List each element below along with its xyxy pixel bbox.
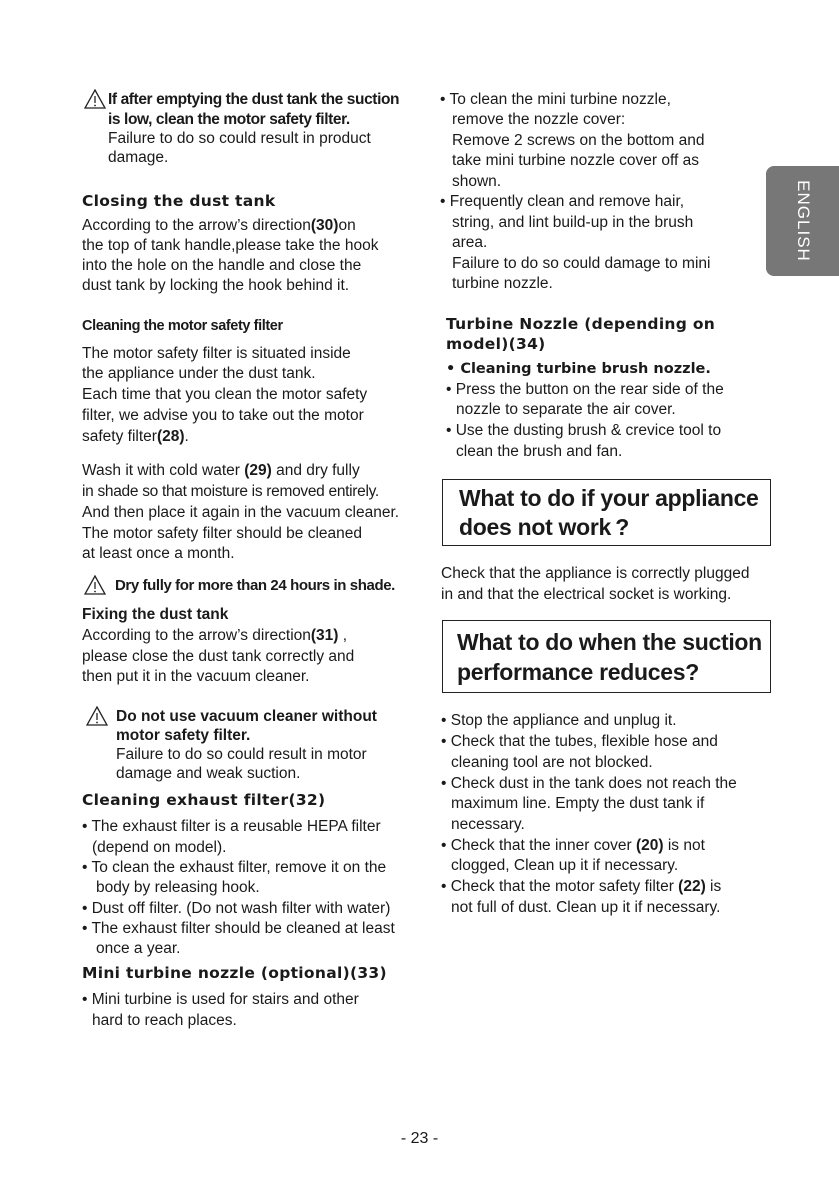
not-working-text1: Check that the appliance is correctly plugged [441, 565, 750, 582]
wash-line5: at least once a month. [82, 545, 235, 562]
not-working-box [442, 479, 771, 546]
suction-heading2: performance reduces? [457, 659, 699, 685]
suction-line8: clogged, Clean up it if necessary. [451, 857, 679, 874]
suction-line7: • Check that the inner cover (20) is not [441, 837, 705, 854]
warning1-line2: is low, clean the motor safety filter. [108, 111, 350, 128]
mini-title: Mini turbine nozzle (optional)(33) [82, 964, 387, 982]
fixing-line3: then put it in the vacuum cleaner. [82, 668, 310, 685]
language-tab [766, 166, 839, 276]
warning1-text2: damage. [108, 149, 169, 166]
warning-icon [84, 89, 106, 109]
suction-line5: maximum line. Empty the dust tank if [451, 795, 705, 812]
exhaust-line6: • The exhaust filter should be cleaned at least [82, 920, 395, 937]
turbine-sub: • Cleaning turbine brush nozzle. [446, 361, 711, 377]
exhaust-line4: body by releasing hook. [96, 879, 260, 896]
turbine-title-line2: model)(34) [446, 335, 546, 353]
suction-line6: necessary. [451, 816, 525, 833]
dry-warning: Dry fully for more than 24 hours in shade. [115, 577, 395, 594]
motor-line3: Each time that you clean the motor safety [82, 386, 368, 403]
suction-line3: cleaning tool are not blocked. [451, 754, 653, 771]
page-number: - 23 - [400, 1130, 439, 1147]
suction-line2: • Check that the tubes, flexible hose and [441, 733, 718, 750]
closing-title: Closing the dust tank [82, 192, 276, 210]
turbine-line3: • Use the dusting brush & crevice tool to [446, 422, 722, 439]
warning1-text1: Failure to do so could result in product [108, 130, 371, 147]
motor-line5: safety filter(28). [82, 428, 189, 445]
mini-clean-line9: Failure to do so could damage to mini [452, 255, 711, 272]
mini-line2: hard to reach places. [92, 1012, 237, 1029]
warning2-line1: Do not use vacuum cleaner without [116, 708, 377, 725]
turbine-line4: clean the brush and fan. [456, 443, 623, 460]
mini-clean-line8: area. [452, 234, 488, 251]
closing-line2: the top of tank handle,please take the hook [82, 237, 379, 254]
suction-line10: not full of dust. Clean up it if necessary. [451, 899, 721, 916]
mini-clean-line6: • Frequently clean and remove hair, [440, 193, 685, 210]
warning2-text1: Failure to do so could result in motor [116, 746, 367, 763]
mini-clean-line7: string, and lint build-up in the brush [452, 214, 694, 231]
mini-clean-line1: • To clean the mini turbine nozzle, [440, 91, 671, 108]
exhaust-line3: • To clean the exhaust filter, remove it on the [82, 859, 387, 876]
warning2-text2: damage and weak suction. [116, 765, 301, 782]
exhaust-line7: once a year. [96, 940, 181, 957]
mini-clean-line2: remove the nozzle cover: [452, 111, 626, 128]
exhaust-title: Cleaning exhaust filter(32) [82, 791, 326, 809]
motor-line1: The motor safety filter is situated inside [82, 345, 351, 362]
wash-line2: in shade so that moisture is removed entirely. [82, 483, 379, 500]
motor-line2: the appliance under the dust tank. [82, 365, 316, 382]
suction-line1: • Stop the appliance and unplug it. [441, 712, 677, 729]
mini-clean-line5: shown. [452, 173, 502, 190]
turbine-line2: nozzle to separate the air cover. [456, 401, 676, 418]
exhaust-line1: • The exhaust filter is a reusable HEPA filter [82, 818, 381, 835]
closing-line1: According to the arrow’s direction(30)on [82, 217, 356, 234]
not-working-heading1: What to do if your appliance [459, 485, 759, 511]
warning2-line2: motor safety filter. [116, 727, 251, 744]
turbine-title-line1: Turbine Nozzle (depending on [446, 315, 716, 333]
warning-icon [86, 706, 108, 726]
closing-line4: dust tank by locking the hook behind it. [82, 277, 350, 294]
suction-line9: • Check that the motor safety filter (22) is [441, 878, 722, 895]
wash-line1: Wash it with cold water (29) and dry fully [82, 462, 360, 479]
exhaust-line5: • Dust off filter. (Do not wash filter with water) [82, 900, 391, 917]
not-working-heading2: does not work ? [459, 514, 630, 540]
closing-line3: into the hole on the handle and close the [82, 257, 362, 274]
warning-icon [84, 575, 106, 595]
suction-line4: • Check dust in the tank does not reach the [441, 775, 737, 792]
not-working-text2: in and that the electrical socket is working. [441, 586, 732, 603]
motor-line4: filter, we advise you to take out the motor [82, 407, 364, 424]
mini-line1: • Mini turbine is used for stairs and other [82, 991, 359, 1008]
warning1-line1: If after emptying the dust tank the suction [108, 91, 400, 108]
mini-clean-line10: turbine nozzle. [452, 275, 553, 292]
mini-clean-line4: take mini turbine nozzle cover off as [452, 152, 699, 169]
exhaust-line2: (depend on model). [92, 839, 227, 856]
suction-box [442, 620, 771, 693]
wash-line3: And then place it again in the vacuum cleaner. [82, 504, 400, 521]
language-tab-label: ENGLISH [793, 180, 813, 262]
turbine-line1: • Press the button on the rear side of the [446, 381, 724, 398]
fixing-line1: According to the arrow’s direction(31) , [82, 627, 348, 644]
motor-title: Cleaning the motor safety filter [82, 318, 283, 334]
suction-heading1: What to do when the suction [457, 629, 762, 655]
fixing-line2: please close the dust tank correctly and [82, 648, 355, 665]
fixing-title: Fixing the dust tank [82, 606, 229, 623]
mini-clean-line3: Remove 2 screws on the bottom and [452, 132, 705, 149]
wash-line4: The motor safety filter should be cleaned [82, 525, 363, 542]
